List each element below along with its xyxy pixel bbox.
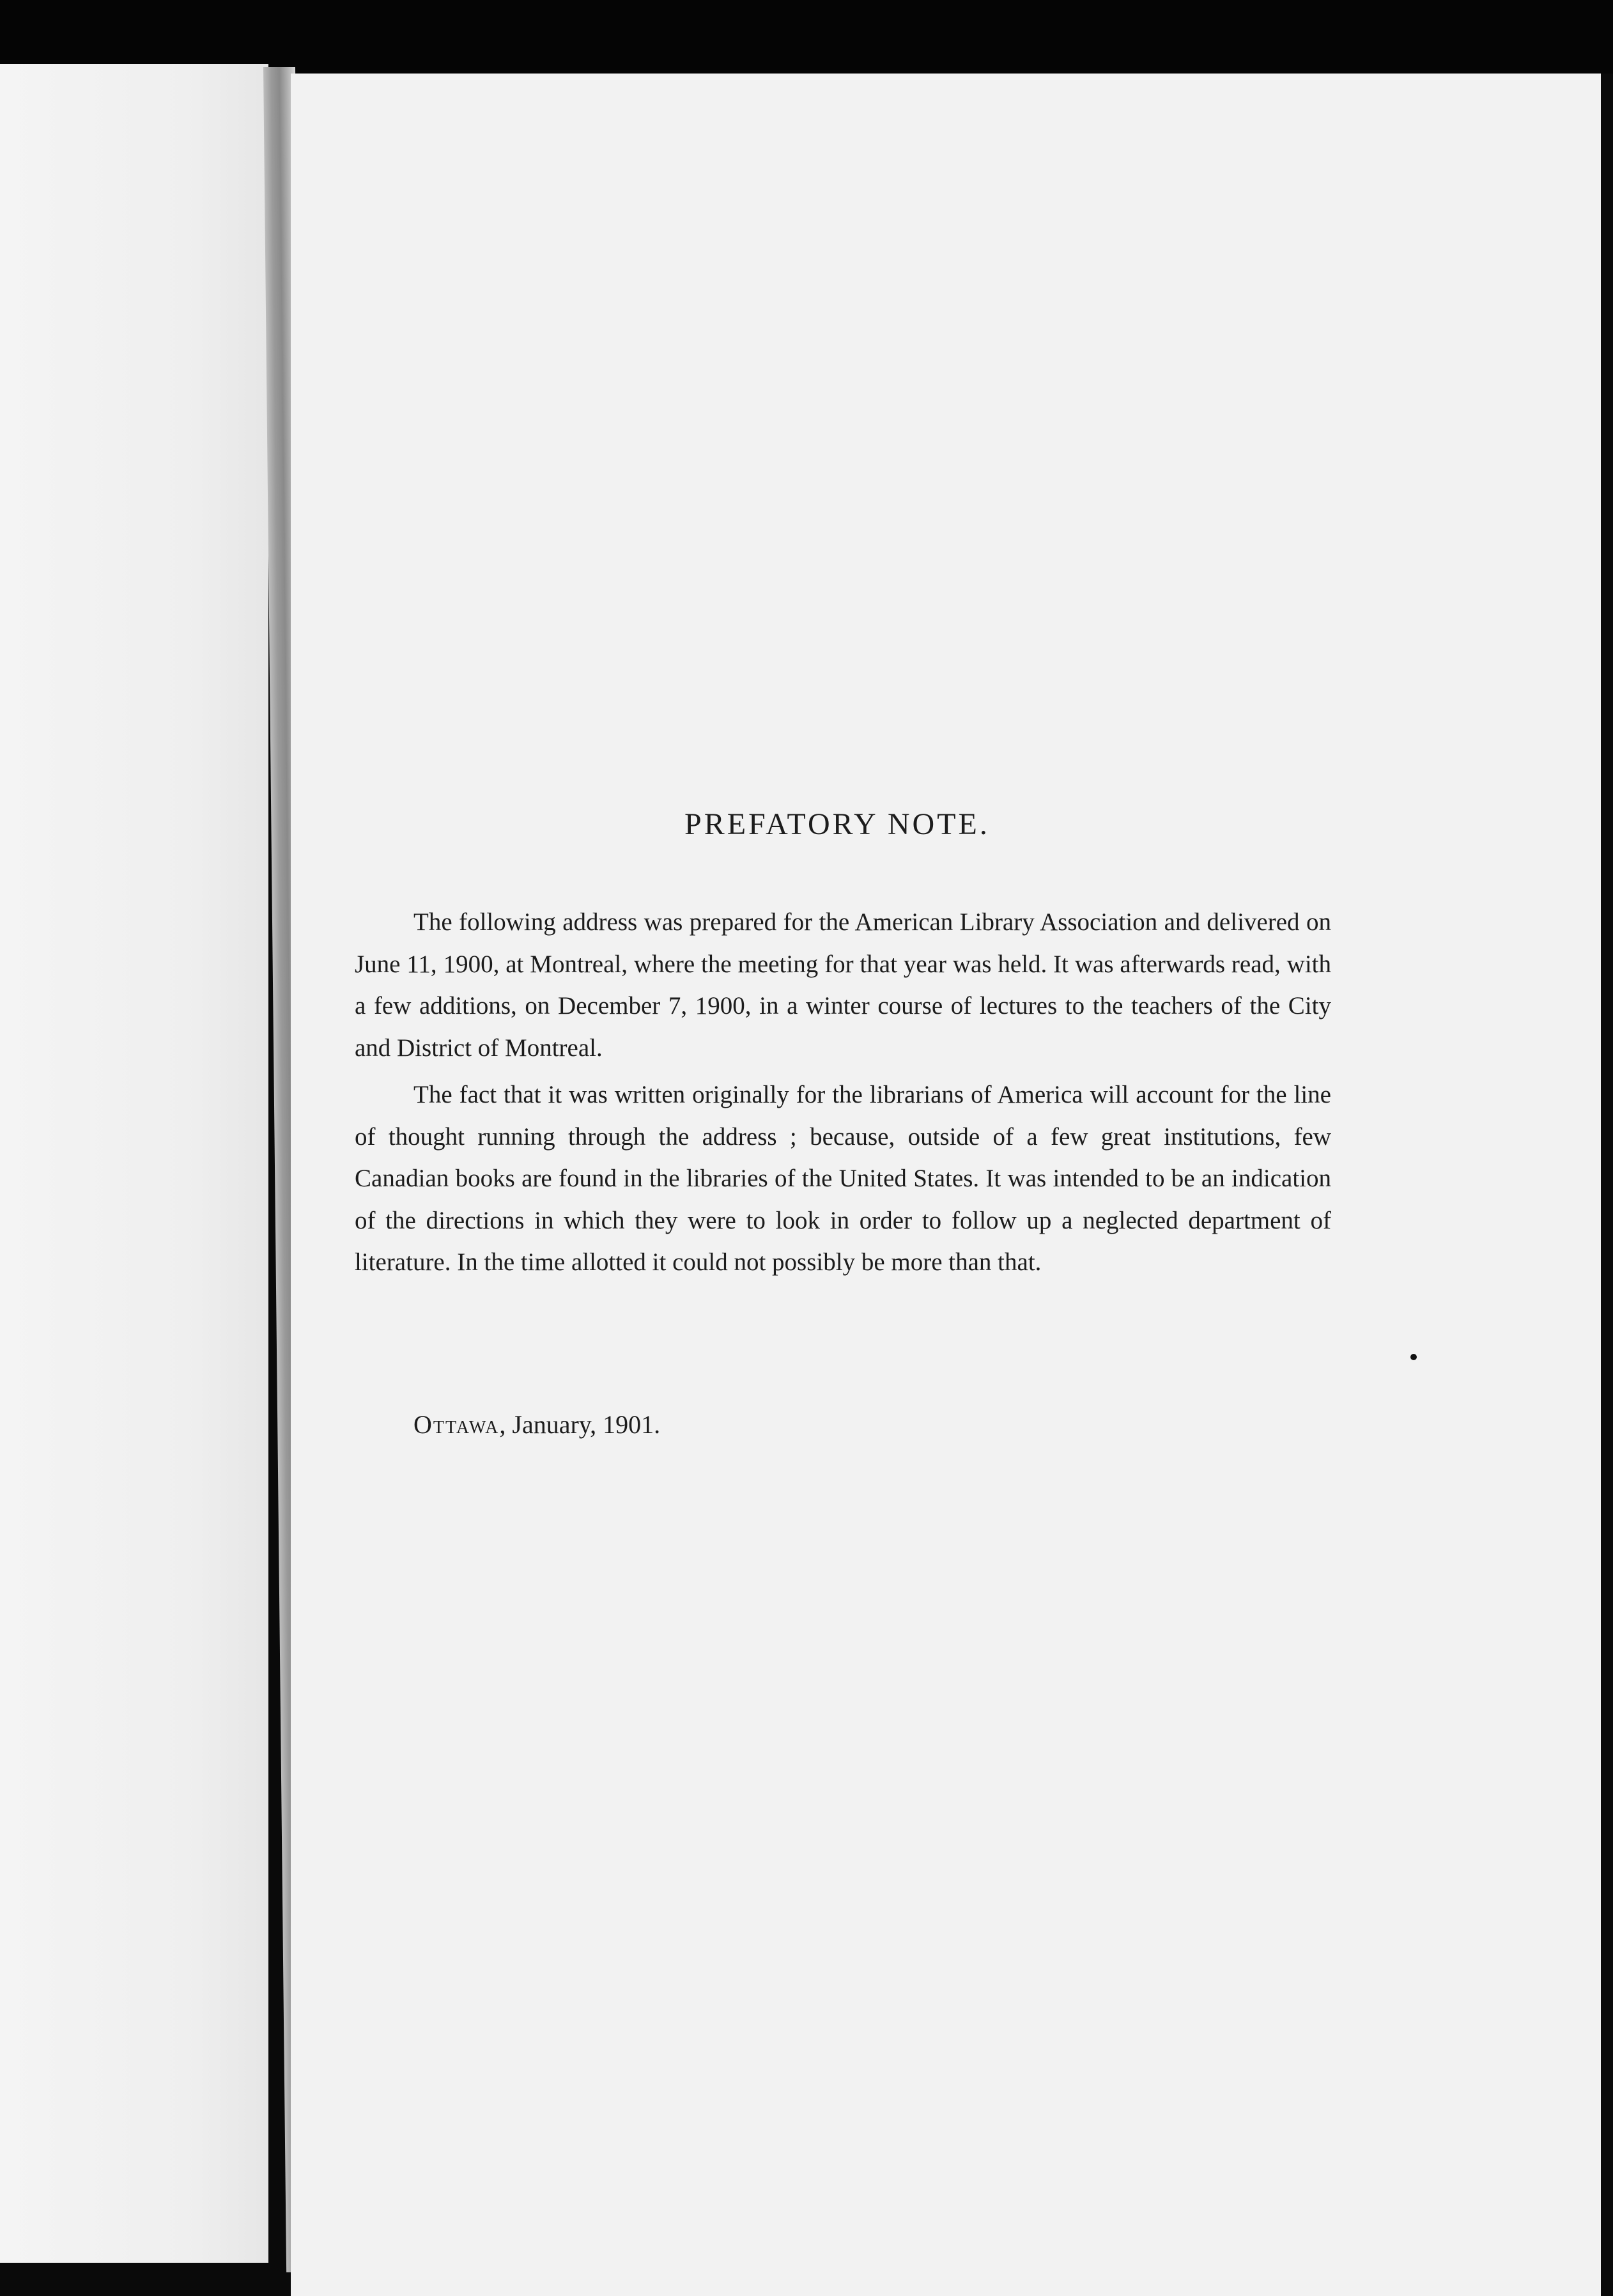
left-page [0, 64, 268, 2263]
date-text: , January, 1901. [499, 1410, 661, 1439]
print-speck [1410, 1354, 1417, 1360]
prefatory-body [355, 901, 1331, 1284]
paragraph-1: The following address was prepared for the American Library Association and delivered on June 11, 1900, at Montreal, where the meeting for that year was held. It was afterwards read, with a few additions, on December 7, 1900, in a winter course of lectures to the teachers of the City and District of Montreal. [355, 908, 1331, 1062]
place-name: Ottawa [413, 1410, 500, 1439]
place-date-line [413, 1409, 660, 1439]
scan-border [0, 0, 1613, 74]
page-title: PREFATORY NOTE. [684, 807, 990, 841]
paragraph-2: The fact that it was written originally for the librarians of America will account for the line of thought running through the address ; because, outside of a few great institutions, few Canadian books are found in the libraries of the United States. It was intended to be an indication of the directions in which they were to look in order to follow up a neglected department of literature. In the time allotted it could not possibly be more than that. [355, 1081, 1331, 1276]
